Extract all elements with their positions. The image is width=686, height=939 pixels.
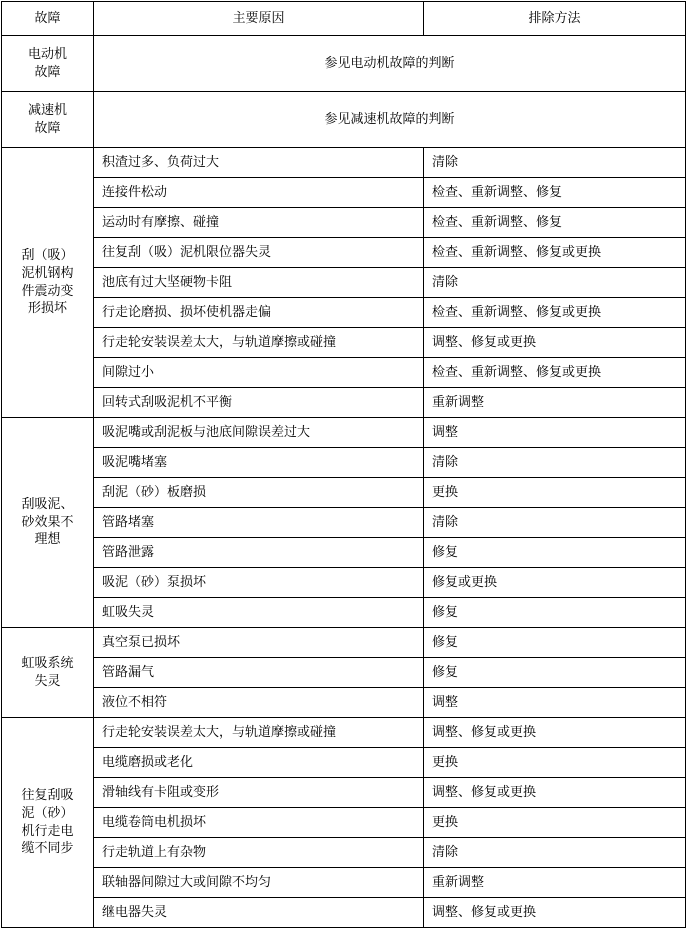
- fault-category-line: 减速机: [27, 102, 67, 118]
- remedy-cell: 检查、重新调整、修复: [424, 178, 686, 208]
- fault-category-line: 泥机钢构: [21, 265, 74, 281]
- remedy-cell: 更换: [424, 808, 686, 838]
- remedy-cell: 检查、重新调整、修复或更换: [424, 358, 686, 388]
- remedy-cell: 重新调整: [424, 388, 686, 418]
- fault-table: [1, 1, 686, 928]
- table-row: [2, 688, 686, 718]
- table-row: [2, 328, 686, 358]
- remedy-cell: 修复: [424, 598, 686, 628]
- table-row: [2, 838, 686, 868]
- fault-category-line: 形损坏: [27, 301, 67, 317]
- merged-note-cell: 参见减速机故障的判断: [94, 92, 686, 148]
- table-row: [2, 268, 686, 298]
- table-row: [2, 808, 686, 838]
- cause-cell: 液位不相符: [94, 688, 424, 718]
- table-row: [2, 628, 686, 658]
- fault-category-cell: [2, 718, 94, 928]
- cause-cell: 吸泥（砂）泵损坏: [94, 568, 424, 598]
- cause-cell: 管路堵塞: [94, 508, 424, 538]
- cause-cell: 吸泥嘴或刮泥板与池底间隙误差过大: [94, 418, 424, 448]
- cause-cell: 电缆磨损或老化: [94, 748, 424, 778]
- remedy-cell: 更换: [424, 478, 686, 508]
- table-row: [2, 538, 686, 568]
- cause-cell: 联轴器间隙过大或间隙不均匀: [94, 868, 424, 898]
- remedy-cell: 清除: [424, 508, 686, 538]
- fault-category-line: 刮（吸）: [21, 248, 74, 264]
- remedy-cell: 调整、修复或更换: [424, 328, 686, 358]
- cause-cell: 电缆卷筒电机损坏: [94, 808, 424, 838]
- table-row: [2, 778, 686, 808]
- fault-category-line: 电动机: [27, 46, 67, 62]
- table-row: [2, 448, 686, 478]
- cause-cell: 回转式刮吸泥机不平衡: [94, 388, 424, 418]
- table-row: [2, 568, 686, 598]
- fault-category-cell: [2, 628, 94, 718]
- fault-category-line: 失灵: [34, 673, 61, 689]
- table-row: [2, 898, 686, 928]
- table-row: [2, 418, 686, 448]
- remedy-cell: 更换: [424, 748, 686, 778]
- fault-category-line: 理想: [34, 532, 61, 548]
- remedy-cell: 清除: [424, 448, 686, 478]
- cause-cell: 管路漏气: [94, 658, 424, 688]
- header-row: [2, 2, 686, 36]
- fault-category-line: 机行走电: [21, 823, 74, 839]
- cause-cell: 管路泄露: [94, 538, 424, 568]
- header-fault: 故障: [2, 2, 94, 36]
- table-row: [2, 36, 686, 92]
- header-remedy: 排除方法: [424, 2, 686, 36]
- table-row: [2, 208, 686, 238]
- cause-cell: 往复刮（吸）泥机限位器失灵: [94, 238, 424, 268]
- table-row: [2, 92, 686, 148]
- table-row: [2, 148, 686, 178]
- fault-category-cell: [2, 36, 94, 92]
- fault-category-line: 故障: [34, 64, 61, 80]
- cause-cell: 行走轮安装误差太大，与轨道摩擦或碰撞: [94, 328, 424, 358]
- remedy-cell: 检查、重新调整、修复或更换: [424, 298, 686, 328]
- cause-cell: 行走轨道上有杂物: [94, 838, 424, 868]
- table-row: [2, 358, 686, 388]
- remedy-cell: 调整、修复或更换: [424, 898, 686, 928]
- cause-cell: 虹吸失灵: [94, 598, 424, 628]
- remedy-cell: 调整、修复或更换: [424, 778, 686, 808]
- table-row: [2, 388, 686, 418]
- table-row: [2, 508, 686, 538]
- table-row: [2, 238, 686, 268]
- remedy-cell: 清除: [424, 148, 686, 178]
- remedy-cell: 清除: [424, 838, 686, 868]
- cause-cell: 吸泥嘴堵塞: [94, 448, 424, 478]
- fault-category-cell: [2, 418, 94, 628]
- remedy-cell: 调整、修复或更换: [424, 718, 686, 748]
- remedy-cell: 调整: [424, 418, 686, 448]
- merged-note-cell: 参见电动机故障的判断: [94, 36, 686, 92]
- cause-cell: 行走论磨损、损坏使机器走偏: [94, 298, 424, 328]
- remedy-cell: 修复: [424, 628, 686, 658]
- remedy-cell: 检查、重新调整、修复或更换: [424, 238, 686, 268]
- fault-category-line: 往复刮吸: [21, 788, 74, 804]
- table-header: [2, 2, 686, 36]
- cause-cell: 刮泥（砂）板磨损: [94, 478, 424, 508]
- fault-category-line: 件震动变: [21, 283, 74, 299]
- cause-cell: 连接件松动: [94, 178, 424, 208]
- cause-cell: 继电器失灵: [94, 898, 424, 928]
- table-row: [2, 748, 686, 778]
- cause-cell: 滑轴线有卡阻或变形: [94, 778, 424, 808]
- remedy-cell: 修复或更换: [424, 568, 686, 598]
- cause-cell: 运动时有摩擦、碰撞: [94, 208, 424, 238]
- table-body: [2, 36, 686, 928]
- remedy-cell: 修复: [424, 658, 686, 688]
- table-row: [2, 718, 686, 748]
- fault-category-line: 故障: [34, 120, 61, 136]
- cause-cell: 行走轮安装误差太大，与轨道摩擦或碰撞: [94, 718, 424, 748]
- cause-cell: 真空泵已损坏: [94, 628, 424, 658]
- remedy-cell: 调整: [424, 688, 686, 718]
- header-cause: 主要原因: [94, 2, 424, 36]
- table-row: [2, 658, 686, 688]
- fault-category-cell: [2, 92, 94, 148]
- remedy-cell: 修复: [424, 538, 686, 568]
- table-row: [2, 298, 686, 328]
- remedy-cell: 清除: [424, 268, 686, 298]
- table-row: [2, 478, 686, 508]
- cause-cell: 池底有过大坚硬物卡阻: [94, 268, 424, 298]
- cause-cell: 积渣过多、负荷过大: [94, 148, 424, 178]
- table-row: [2, 178, 686, 208]
- fault-category-line: 泥（砂）: [21, 805, 74, 821]
- fault-category-line: 缆不同步: [21, 841, 74, 857]
- fault-category-line: 虹吸系统: [21, 655, 74, 671]
- fault-category-cell: [2, 148, 94, 418]
- remedy-cell: 检查、重新调整、修复: [424, 208, 686, 238]
- fault-category-line: 砂效果不: [21, 514, 74, 530]
- remedy-cell: 重新调整: [424, 868, 686, 898]
- table-row: [2, 868, 686, 898]
- fault-category-line: 刮吸泥、: [21, 497, 74, 513]
- cause-cell: 间隙过小: [94, 358, 424, 388]
- table-row: [2, 598, 686, 628]
